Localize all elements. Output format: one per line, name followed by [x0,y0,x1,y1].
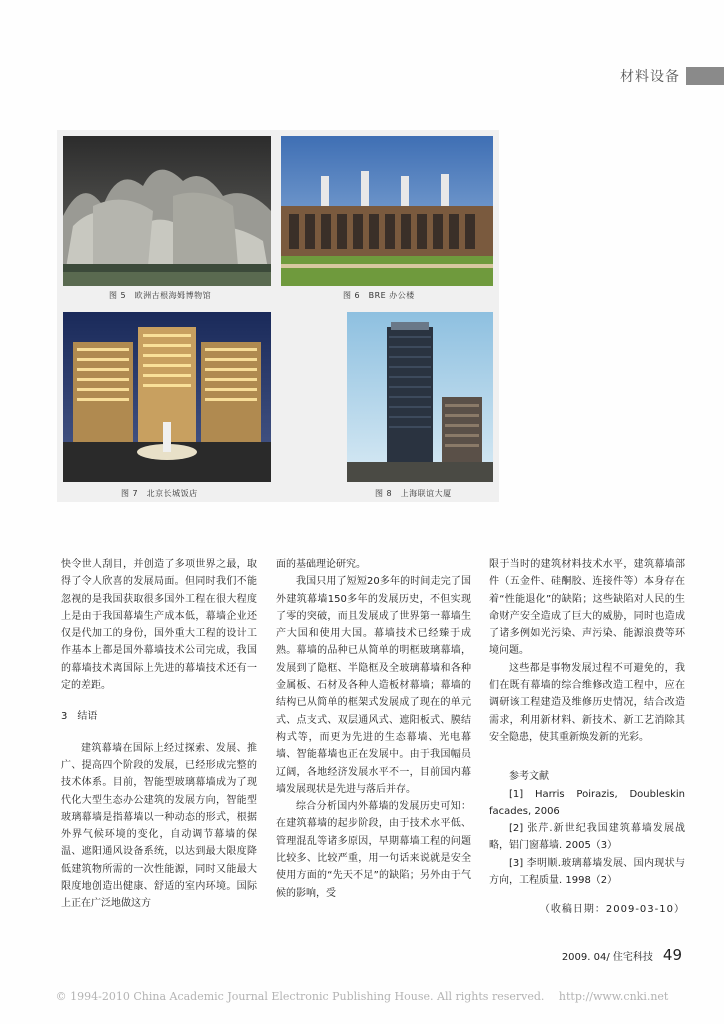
col2-paragraph-3: 综合分析国内外幕墙的发展历史可知：在建筑幕墙的起步阶段，由于技术水平低、管理混乱等诸多原因，早期幕墙工程的问题比较多、比较严重，用一句话来说就是安全使用方面的“先天不足”的缺陷；另外由于气候的影响，受 [276,801,471,899]
page-footer [562,946,682,964]
col3-paragraph-1: 限于当时的建筑材料技术水平，建筑幕墙部件（五金件、硅酮胶、连接件等）本身存在着“性能退化”的缺陷；这些缺陷对人民的生命财产安全造成了巨大的威胁，同时也造成了诸多例如光污染、声污染、能源浪费等环境问题。 [489,559,685,657]
figure-8-photo [347,312,493,482]
column-2 [276,556,471,902]
figure-7-photo [63,312,271,482]
col1-paragraph-2: 建筑幕墙在国际上经过探索、发展、推广、提高四个阶段的发展，已经形成完整的技术体系。目前，智能型玻璃幕墙成为了现代化大型生态办公建筑的发展方向，智能型玻璃幕墙是指幕墙以一种动态的形式，根据外界气候环境的变化，自动调节幕墙的保温、遮阳通风设备系统，以达到最大限度降低建筑物所需的一次性能源，同时又能最大限度地创造出健康、舒适的室内环境。国际上正在广泛地做这方 [61,742,257,910]
section-header [620,66,724,86]
col3-paragraph-2: 这些都是事物发展过程不可避免的，我们在既有幕墙的综合维修改造工程中，应在调研该工程建造及维修历史情况，结合改造需求，利用新材料、新技术、新工艺消除其安全隐患，使其重新焕发新的光彩。 [489,662,685,743]
section-bar [686,67,724,85]
references-title: 参考文献 [509,771,549,783]
column-3 [489,556,685,919]
journal-issue: 2009. 04/ 住宅科技 [561,952,653,963]
copyright-notice: © 1994-2010 China Academic Journal Electronic Publishing House. All rights reserved. http://www.cnki.net [55,990,669,1003]
figure-6-caption: 图 6 BRE 办公楼 [343,291,415,300]
figure-5-caption: 图 5 欧洲古根海姆博物馆 [109,291,212,300]
figure-7-caption: 图 7 北京长城饭店 [121,489,198,498]
reference-1: [1] Harris Poirazis, Doubleskin facades, 2006 [489,788,685,817]
figure-5-photo [63,136,271,286]
figure-panel [57,130,499,502]
column-1 [61,556,257,913]
col2-paragraph-2: 我国只用了短短20多年的时间走完了国外建筑幕墙150多年的发展历史，不但实现了零的突破，而且发展成了世界第一幕墙生产大国和使用大国。幕墙技术已经臻于成熟。幕墙的品种已从简单的明框玻璃幕墙，发展到了隐框、半隐框及全玻璃幕墙和各种金属板、石材及各种人造板材幕墙；幕墙的结构已从简单的框架式发展成了现在的单元式、点支式、双层通风式、遮阳板式、膜结构式等，而更为先进的生态幕墙、光电幕墙、智能幕墙也正在发展中。由于我国幅员辽阔，各地经济发展水平不一，目前国内幕墙发展现状是先进与落后并存。 [276,576,471,795]
received-date: （收稿日期：2009-03-10） [539,904,685,916]
section-title: 材料设备 [620,69,680,85]
figure-6-photo [281,136,493,286]
col2-paragraph-1: 面的基础理论研究。 [276,559,366,570]
section-3-heading: 3 结语 [61,711,98,723]
reference-3: [3] 李明顺.玻璃幕墙发展、国内现状与方向，工程质量. 1998（2） [489,857,685,887]
figure-8-caption: 图 8 上海联谊大厦 [375,489,452,498]
reference-2: [2] 张芹.新世纪我国建筑幕墙发展战略，铝门窗幕墙. 2005（3） [489,823,685,852]
col1-paragraph-1: 快令世人刮目，并创造了多项世界之最，取得了令人欣喜的发展局面。但同时我们不能忽视的是我国获取很多国外工程在很大程度上是由于我国幕墙生产成本低，幕墙企业还仅是代加工的身份，国外重大工程的设计工作基本上都是国外幕墙技术公司完成，我国的幕墙技术离国际上先进的幕墙技术还有一定的差距。 [61,559,257,692]
page-number: 49 [662,946,682,964]
